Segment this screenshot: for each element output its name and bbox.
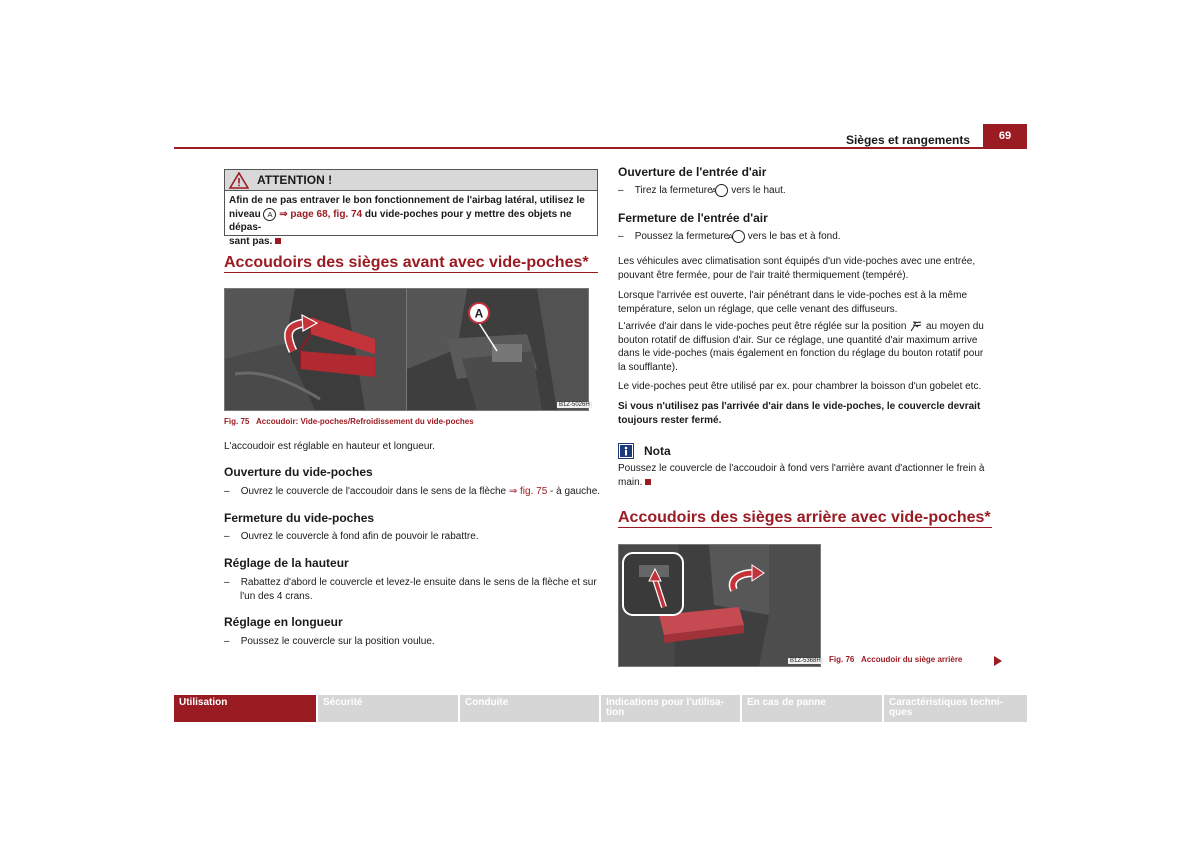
nav-tab-panne[interactable]: En cas de panne — [742, 695, 882, 722]
figure-76-caption: Fig. 76 Accoudoir du siège arrière — [829, 655, 963, 664]
subheading-length: Réglage en longueur — [224, 615, 343, 629]
paragraph-closed: Si vous n'utilisez pas l'arrivée d'air dans le vide-poches, le couvercle devrait toujours rester fermé. — [618, 401, 981, 426]
intro-text: L'accoudoir est réglable en hauteur et longueur. — [224, 441, 435, 452]
running-header-title: Sièges et rangements — [845, 133, 970, 147]
nav-tab-caracteristiques[interactable]: Caractéristiques techni-ques — [884, 695, 1027, 722]
attention-text: Afin de ne pas entraver le bon fonctionnement de l'airbag latéral, utilisez le niveau A ⇒ page 68, fig. 74 du vide-poches pour y mettre des objets ne dépas- sant pas. — [229, 195, 585, 247]
nav-tab-securite[interactable]: Sécurité — [318, 695, 458, 722]
paragraph-regulation: L'arrivée d'air dans le vide-poches peut être réglée sur la position au moyen du bouton rotatif de diffusion d'air. Sur ce réglage, une quantité d'air maximum arrive dans le vide-poches (mais également en fonction du réglage du bouton rotatif pour la soufflante). — [618, 321, 984, 373]
marker-A: A — [732, 230, 745, 243]
figure-76-ref: B1Z-5368H — [790, 658, 821, 664]
subheading-opening: Ouverture du vide-poches — [224, 465, 373, 479]
note-header — [618, 443, 671, 459]
figure-75-ref: B1Z-5026H — [559, 402, 590, 408]
section-heading-rear: Accoudoirs des sièges arrière avec vide-poches* — [618, 509, 991, 526]
end-mark — [275, 238, 281, 244]
section-heading-front: Accoudoirs des sièges avant avec vide-poches* — [224, 254, 589, 271]
nav-tab-conduite[interactable]: Conduite — [460, 695, 599, 722]
figure-label-A: A — [474, 306, 484, 321]
subheading-air-open: Ouverture de l'entrée d'air — [618, 165, 767, 179]
heading-rule — [224, 272, 598, 273]
step-opening: – Ouvrez le couvercle de l'accoudoir dans le sens de la flèche ⇒ fig. 75 - à gauche. — [224, 486, 601, 497]
note-text: Poussez le couvercle de l'accoudoir à fond vers l'arrière avant d'actionner le frein à main. — [618, 463, 985, 488]
figure-75-caption: Fig. 75 Accoudoir: Vide-poches/Refroidissement du vide-poches — [224, 417, 474, 426]
step-closing: – Ouvrez le couvercle à fond afin de pouvoir le rabattre. — [224, 531, 479, 542]
air-distribution-icon — [909, 321, 923, 332]
paragraph-climatisation: Les véhicules avec climatisation sont équipés d'un vide-poches avec une entrée, pouvant être fermée, pour de l'air traité thermiquement (tempéré). — [618, 256, 976, 281]
figure-75-left-photo — [224, 288, 407, 411]
warning-icon — [229, 172, 249, 189]
paragraph-usage: Le vide-poches peut être utilisé par ex. pour chambrer la boisson d'un gobelet etc. — [618, 381, 982, 392]
nav-tab-utilisation[interactable]: Utilisation — [174, 695, 316, 722]
step-air-open: – Tirez la fermeture A vers le haut. — [618, 185, 786, 197]
nav-tab-indications[interactable]: Indications pour l'utilisa-tion — [601, 695, 740, 722]
paragraph-temperature: Lorsque l'arrivée est ouverte, l'air pénétrant dans le vide-poches est à la même température, selon un réglage, que celle venant des diffuseurs. — [618, 290, 968, 315]
step-air-close: – Poussez la fermeture A vers le bas et à fond. — [618, 231, 841, 243]
attention-title: ATTENTION ! — [257, 173, 333, 187]
subheading-height: Réglage de la hauteur — [224, 556, 349, 570]
header-rule — [174, 147, 1027, 149]
step-length: – Poussez le couvercle sur la position voulue. — [224, 636, 435, 647]
heading-rule — [618, 527, 992, 528]
info-icon — [618, 443, 634, 459]
figure-76-photo — [618, 544, 821, 667]
subheading-closing: Fermeture du vide-poches — [224, 511, 375, 525]
note-title: Nota — [644, 444, 671, 458]
marker-A: A — [715, 184, 728, 197]
attention-header — [225, 170, 597, 191]
page-number: 69 — [983, 124, 1027, 148]
attention-box — [224, 169, 598, 247]
figure-75-right-photo — [406, 288, 589, 411]
step-height: – Rabattez d'abord le couvercle et levez-le ensuite dans le sens de la flèche et sur l'un des 4 crans. — [224, 577, 597, 602]
figure-link[interactable]: ⇒ fig. 75 — [508, 486, 548, 497]
subheading-air-close: Fermeture de l'entrée d'air — [618, 211, 768, 225]
end-mark — [645, 479, 651, 485]
marker-A: A — [263, 208, 276, 221]
next-page-arrow-icon[interactable] — [993, 656, 1003, 666]
page-link[interactable]: ⇒ page 68, fig. 74 — [279, 208, 363, 220]
